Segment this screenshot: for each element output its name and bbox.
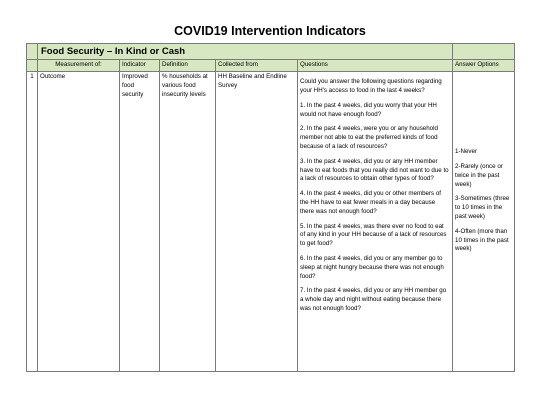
column-header-num [27,60,38,72]
question-item: 6. In the past 4 weeks, did you or any member go to sleep at night hungry because there was not enough food? [300,254,444,280]
section-title: Food Security – In Kind or Cash [38,44,453,60]
definition-cell: % households at various food insecurity levels [160,72,216,372]
answer-option: 4-Often (more than 10 times in the past week) [455,227,509,253]
collected-from-cell: HH Baseline and Endline Survey [216,72,298,372]
answer-option: 2-Rarely (once or twice in the past week) [455,162,503,188]
indicator-cell: Improved food security [120,72,160,372]
document-title: COVID19 Intervention Indicators [174,24,366,38]
indicators-table [26,43,515,372]
question-item: 7. In the past 4 weeks, did you or any HH member go a whole day and night without eating because there was not enough food? [300,287,447,312]
column-header-indicator: Indicator [120,60,160,72]
section-end-cell [453,44,515,60]
column-header-definition: Definition [160,60,216,72]
question-item: 3. In the past 4 weeks, did you or any HH member have to eat foods that you really did not want to due to a lack of resources to obtain other types of food? [300,157,449,183]
question-item: 1. In the past 4 weeks, did you worry that your HH would not have enough food? [300,101,437,118]
column-header-questions: Questions [298,60,453,72]
answer-options-cell [453,72,515,372]
questions-intro: Could you answer the following questions regarding your HH's access to food in the last 4 weeks? [300,78,442,94]
question-item: 4. In the past 4 weeks, did you or other members of the HH have to eat fewer meals in a day because there was not enough food? [300,190,442,215]
column-header-measurement: Measurement of: [38,60,120,72]
answer-option: 3-Sometimes (three to 10 times in the past week) [455,195,510,220]
row-number: 1 [27,72,38,372]
measurement-cell: Outcome [38,72,120,372]
column-header-answer-options: Answer Options [453,60,515,72]
table-row [27,72,515,372]
question-item: 2. In the past 4 weeks, were you or any household member not able to eat the preferred kinds of food because of a lack of resources? [300,125,438,150]
section-number-cell [27,44,38,60]
question-item: 5. In the past 4 weeks, was there ever no food to eat of any kind in your HH because of a lack of resources to get food? [300,222,447,248]
column-header-row [27,60,515,72]
questions-cell [298,72,453,372]
answer-option: 1-Never [455,148,478,156]
section-header-row [27,44,515,60]
column-header-collected-from: Collected from [216,60,298,72]
